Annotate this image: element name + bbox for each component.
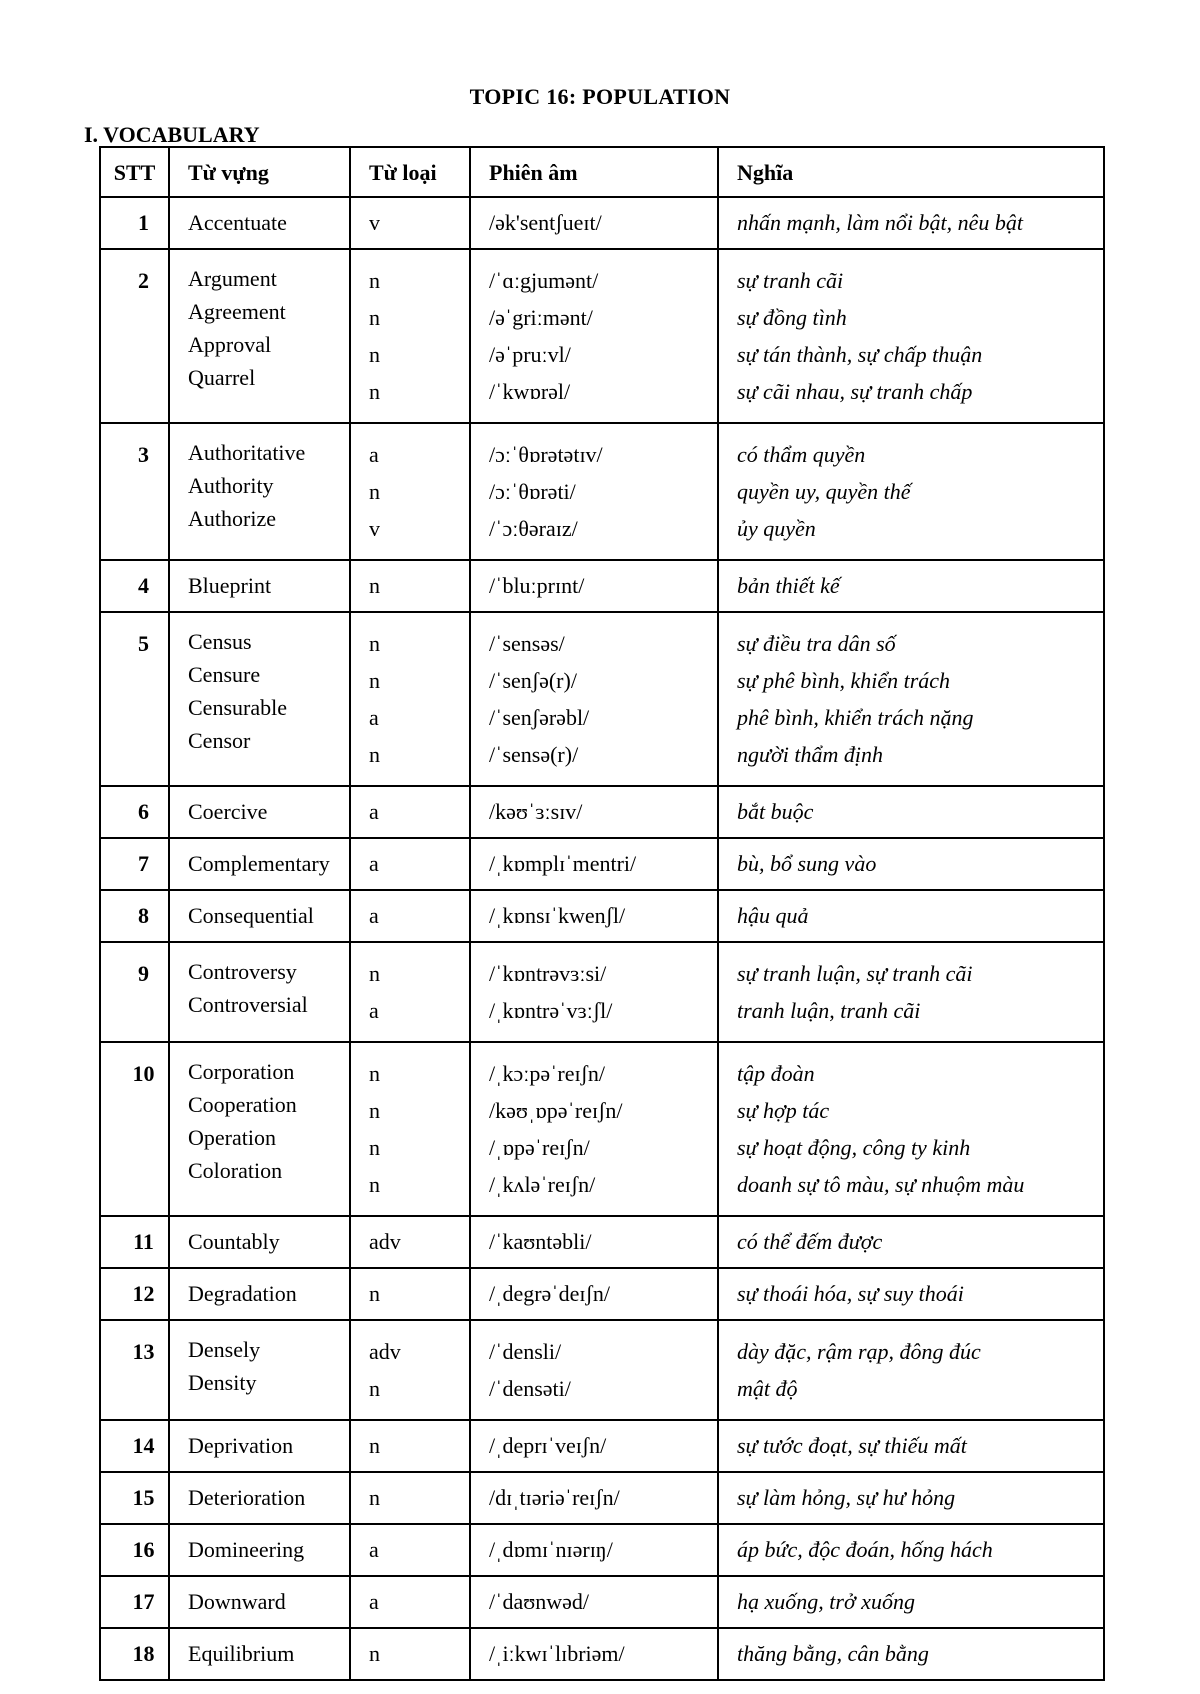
row-number: 5 — [100, 612, 169, 786]
phonetic: /ˌdeprɪˈveɪʃn/ — [489, 1433, 607, 1458]
phonetic: /ˈdaʊnwəd/ — [489, 1589, 590, 1614]
row-number: 10 — [100, 1042, 169, 1216]
meaning: hạ xuống, trở xuống — [737, 1589, 915, 1614]
vocab-word-cell — [169, 560, 350, 612]
part-of-speech-cell — [350, 1268, 470, 1320]
meaning: hậu quả — [737, 903, 809, 928]
part-of-speech: a — [369, 851, 379, 876]
phonetic: /ˌdɒmɪˈnɪərɪŋ/ — [489, 1537, 613, 1562]
vocab-word: Cooperation — [188, 1092, 297, 1117]
part-of-speech-cell — [350, 1216, 470, 1268]
phonetic: /ˈsensə(r)/ — [489, 742, 579, 767]
meaning-cell — [718, 249, 1104, 423]
part-of-speech-cell — [350, 838, 470, 890]
part-of-speech-cell — [350, 560, 470, 612]
row-number: 17 — [100, 1576, 169, 1628]
meaning: nhấn mạnh, làm nổi bật, nêu bật — [737, 210, 1023, 235]
vocab-word: Authority — [188, 473, 274, 498]
meaning-cell — [718, 1320, 1104, 1420]
vocab-word: Operation — [188, 1125, 276, 1150]
part-of-speech: n — [369, 1376, 380, 1401]
part-of-speech: n — [369, 668, 380, 693]
phonetic: /dɪˌtɪəriəˈreɪʃn/ — [489, 1485, 620, 1510]
part-of-speech-cell — [350, 1628, 470, 1680]
part-of-speech-cell — [350, 1576, 470, 1628]
part-of-speech: n — [369, 305, 380, 330]
meaning-cell — [718, 1628, 1104, 1680]
phonetic-cell — [470, 942, 718, 1042]
phonetic: /ˌkɔːpəˈreɪʃn/ — [489, 1061, 606, 1086]
table-row — [100, 890, 1104, 942]
table-row — [100, 423, 1104, 560]
row-number: 6 — [100, 786, 169, 838]
part-of-speech: n — [369, 268, 380, 293]
phonetic: /ək'sentʃueɪt/ — [489, 210, 602, 235]
meaning: tranh luận, tranh cãi — [737, 998, 921, 1023]
meaning-cell — [718, 197, 1104, 249]
phonetic-cell — [470, 1628, 718, 1680]
meaning-cell — [718, 1472, 1104, 1524]
header-phonetic: Phiên âm — [470, 147, 718, 197]
meaning: bù, bổ sung vào — [737, 851, 877, 876]
phonetic: /ɔːˈθɒrətətɪv/ — [489, 442, 603, 467]
part-of-speech-cell — [350, 890, 470, 942]
part-of-speech: n — [369, 1098, 380, 1123]
phonetic-cell — [470, 560, 718, 612]
row-number: 8 — [100, 890, 169, 942]
meaning-cell — [718, 1268, 1104, 1320]
page-title: TOPIC 16: POPULATION — [469, 84, 731, 109]
phonetic: /ˈkwɒrəl/ — [489, 379, 571, 404]
part-of-speech-cell — [350, 423, 470, 560]
meaning: sự tranh cãi — [737, 268, 844, 293]
meaning: sự cãi nhau, sự tranh chấp — [737, 379, 973, 404]
vocab-word: Equilibrium — [188, 1641, 295, 1666]
vocab-word: Coloration — [188, 1158, 283, 1183]
phonetic: /ˌkɒmplɪˈmentri/ — [489, 851, 637, 876]
vocab-word-cell — [169, 249, 350, 423]
part-of-speech: v — [369, 516, 380, 541]
vocab-word: Authoritative — [188, 440, 306, 465]
table-row — [100, 942, 1104, 1042]
row-number: 12 — [100, 1268, 169, 1320]
meaning: có thể đếm được — [737, 1229, 883, 1254]
vocab-word-cell — [169, 612, 350, 786]
part-of-speech-cell — [350, 1420, 470, 1472]
meaning: mật độ — [737, 1376, 798, 1401]
meaning-cell — [718, 423, 1104, 560]
part-of-speech: n — [369, 479, 380, 504]
part-of-speech: n — [369, 1485, 380, 1510]
section-heading: I. VOCABULARY — [84, 122, 260, 147]
table-row — [100, 560, 1104, 612]
table-row — [100, 1420, 1104, 1472]
header-stt: STT — [100, 147, 169, 197]
table-row — [100, 1524, 1104, 1576]
vocab-word-cell — [169, 1524, 350, 1576]
phonetic-cell — [470, 1042, 718, 1216]
vocab-word-cell — [169, 423, 350, 560]
vocab-word: Controversy — [188, 959, 297, 984]
header-pos: Từ loại — [350, 147, 470, 197]
meaning-cell — [718, 942, 1104, 1042]
meaning-cell — [718, 560, 1104, 612]
meaning: quyền uy, quyền thế — [737, 479, 911, 504]
vocab-word: Approval — [188, 332, 272, 357]
vocab-word-cell — [169, 1320, 350, 1420]
vocab-word: Degradation — [188, 1281, 297, 1306]
part-of-speech: a — [369, 799, 379, 824]
meaning: phê bình, khiển trách nặng — [737, 705, 974, 730]
vocab-word: Domineering — [188, 1537, 305, 1562]
row-number: 2 — [100, 249, 169, 423]
vocab-word: Authorize — [188, 506, 276, 531]
header-word: Từ vựng — [169, 147, 350, 197]
vocab-word: Countably — [188, 1229, 280, 1254]
vocabulary-table — [99, 146, 1105, 1681]
meaning-cell — [718, 1042, 1104, 1216]
part-of-speech: n — [369, 379, 380, 404]
meaning: sự phê bình, khiển trách — [737, 668, 951, 693]
meaning: sự tước đoạt, sự thiếu mất — [737, 1433, 967, 1458]
phonetic-cell — [470, 1320, 718, 1420]
table-header-row — [100, 147, 1104, 197]
meaning-cell — [718, 1576, 1104, 1628]
row-number: 14 — [100, 1420, 169, 1472]
meaning: sự đồng tình — [737, 305, 847, 330]
meaning: sự tranh luận, sự tranh cãi — [737, 961, 973, 986]
meaning: sự tán thành, sự chấp thuận — [737, 342, 983, 367]
table-row — [100, 1042, 1104, 1216]
part-of-speech: adv — [369, 1339, 401, 1364]
part-of-speech: n — [369, 1641, 380, 1666]
vocab-word: Downward — [188, 1589, 286, 1614]
vocab-word-cell — [169, 786, 350, 838]
phonetic-cell — [470, 612, 718, 786]
vocab-word-cell — [169, 890, 350, 942]
part-of-speech: n — [369, 961, 380, 986]
part-of-speech-cell — [350, 197, 470, 249]
part-of-speech: n — [369, 1135, 380, 1160]
phonetic-cell — [470, 1420, 718, 1472]
phonetic: /ˈɑːgjumənt/ — [489, 268, 599, 293]
vocab-word-cell — [169, 942, 350, 1042]
row-number: 7 — [100, 838, 169, 890]
table-row — [100, 612, 1104, 786]
meaning: người thẩm định — [737, 742, 883, 767]
row-number: 16 — [100, 1524, 169, 1576]
vocab-word-cell — [169, 197, 350, 249]
part-of-speech-cell — [350, 249, 470, 423]
row-number: 1 — [100, 197, 169, 249]
part-of-speech-cell — [350, 1320, 470, 1420]
vocab-word: Coercive — [188, 799, 268, 824]
vocab-word-cell — [169, 1628, 350, 1680]
phonetic-cell — [470, 786, 718, 838]
phonetic-cell — [470, 1524, 718, 1576]
phonetic: /ˌiːkwɪˈlɪbriəm/ — [489, 1641, 625, 1666]
part-of-speech: n — [369, 1281, 380, 1306]
part-of-speech: n — [369, 573, 380, 598]
part-of-speech: a — [369, 1537, 379, 1562]
part-of-speech-cell — [350, 786, 470, 838]
part-of-speech: n — [369, 1172, 380, 1197]
vocab-word: Census — [188, 629, 252, 654]
vocab-word: Quarrel — [188, 365, 256, 390]
phonetic: /ˈɔːθəraɪz/ — [489, 516, 578, 541]
table-row — [100, 1472, 1104, 1524]
vocab-word: Accentuate — [188, 210, 287, 235]
vocab-word: Agreement — [188, 299, 286, 324]
meaning-cell — [718, 890, 1104, 942]
phonetic-cell — [470, 1472, 718, 1524]
table-row — [100, 786, 1104, 838]
vocab-word-cell — [169, 1576, 350, 1628]
row-number: 11 — [100, 1216, 169, 1268]
vocab-word: Complementary — [188, 851, 330, 876]
phonetic-cell — [470, 838, 718, 890]
meaning: bắt buộc — [737, 799, 814, 824]
phonetic: /ˈbluːprɪnt/ — [489, 573, 585, 598]
vocab-word: Censure — [188, 662, 261, 687]
part-of-speech-cell — [350, 1524, 470, 1576]
meaning: sự hoạt động, công ty kinh — [737, 1135, 971, 1160]
phonetic: /ˌɒpəˈreɪʃn/ — [489, 1135, 590, 1160]
meaning: tập đoàn — [737, 1061, 815, 1086]
part-of-speech: n — [369, 1061, 380, 1086]
phonetic: /kəʊˌɒpəˈreɪʃn/ — [489, 1098, 623, 1123]
table-row — [100, 1628, 1104, 1680]
vocab-word: Corporation — [188, 1059, 295, 1084]
phonetic-cell — [470, 1216, 718, 1268]
part-of-speech-cell — [350, 1042, 470, 1216]
vocab-word: Censor — [188, 728, 251, 753]
vocab-word: Deterioration — [188, 1485, 306, 1510]
phonetic: /ˈsensəs/ — [489, 631, 565, 656]
vocab-word: Argument — [188, 266, 277, 291]
part-of-speech: n — [369, 742, 380, 767]
phonetic: /əˈpruːvl/ — [489, 342, 571, 367]
meaning-cell — [718, 786, 1104, 838]
phonetic-cell — [470, 423, 718, 560]
table-row — [100, 249, 1104, 423]
meaning-cell — [718, 1420, 1104, 1472]
phonetic: /ˌkʌləˈreɪʃn/ — [489, 1172, 596, 1197]
vocab-word: Deprivation — [188, 1433, 294, 1458]
meaning-cell — [718, 1216, 1104, 1268]
part-of-speech: a — [369, 1589, 379, 1614]
row-number: 4 — [100, 560, 169, 612]
header-meaning: Nghĩa — [718, 147, 1104, 197]
phonetic: /ˈdensəti/ — [489, 1376, 571, 1401]
meaning-cell — [718, 612, 1104, 786]
phonetic: /ˈkɒntrəvɜːsi/ — [489, 961, 607, 986]
table-row — [100, 1320, 1104, 1420]
row-number: 18 — [100, 1628, 169, 1680]
meaning: doanh sự tô màu, sự nhuộm màu — [737, 1172, 1025, 1197]
vocab-word-cell — [169, 1042, 350, 1216]
part-of-speech: adv — [369, 1229, 401, 1254]
table-row — [100, 1268, 1104, 1320]
meaning-cell — [718, 1524, 1104, 1576]
meaning: sự làm hỏng, sự hư hỏng — [737, 1485, 956, 1510]
meaning: có thẩm quyền — [737, 442, 866, 467]
meaning: áp bức, độc đoán, hống hách — [737, 1537, 993, 1562]
vocab-word: Consequential — [188, 903, 314, 928]
vocab-word-cell — [169, 1472, 350, 1524]
meaning: ủy quyền — [737, 516, 816, 541]
row-number: 13 — [100, 1320, 169, 1420]
phonetic: /ˈdensli/ — [489, 1339, 562, 1364]
vocab-word-cell — [169, 838, 350, 890]
part-of-speech: n — [369, 1433, 380, 1458]
phonetic: /ˌdegrəˈdeɪʃn/ — [489, 1281, 610, 1306]
phonetic-cell — [470, 1268, 718, 1320]
meaning: sự hợp tác — [737, 1098, 830, 1123]
phonetic-cell — [470, 249, 718, 423]
vocab-word: Censurable — [188, 695, 287, 720]
phonetic: /ˌkɒntrəˈvɜːʃl/ — [489, 998, 613, 1023]
meaning: sự điều tra dân số — [737, 631, 896, 656]
vocab-word: Blueprint — [188, 573, 272, 598]
phonetic-cell — [470, 197, 718, 249]
meaning: bản thiết kế — [737, 573, 840, 598]
part-of-speech: n — [369, 631, 380, 656]
vocab-word-cell — [169, 1268, 350, 1320]
part-of-speech-cell — [350, 612, 470, 786]
part-of-speech-cell — [350, 942, 470, 1042]
part-of-speech: a — [369, 903, 379, 928]
vocab-word-cell — [169, 1216, 350, 1268]
phonetic-cell — [470, 1576, 718, 1628]
phonetic: /kəʊˈɜːsɪv/ — [489, 799, 583, 824]
table-row — [100, 1576, 1104, 1628]
part-of-speech: v — [369, 210, 380, 235]
table-row — [100, 838, 1104, 890]
part-of-speech: n — [369, 342, 380, 367]
vocab-word: Density — [188, 1370, 257, 1395]
table-row — [100, 197, 1104, 249]
phonetic: /ˌkɒnsɪˈkwenʃl/ — [489, 903, 626, 928]
meaning: thăng bằng, cân bằng — [737, 1641, 929, 1666]
phonetic: /ˈsenʃə(r)/ — [489, 668, 577, 693]
part-of-speech: a — [369, 442, 379, 467]
part-of-speech: a — [369, 998, 379, 1023]
vocab-word-cell — [169, 1420, 350, 1472]
table-row — [100, 1216, 1104, 1268]
phonetic: /əˈgriːmənt/ — [489, 305, 593, 330]
phonetic: /ˈkaʊntəbli/ — [489, 1229, 592, 1254]
row-number: 3 — [100, 423, 169, 560]
meaning: sự thoái hóa, sự suy thoái — [737, 1281, 964, 1306]
meaning-cell — [718, 838, 1104, 890]
part-of-speech: a — [369, 705, 379, 730]
phonetic-cell — [470, 890, 718, 942]
phonetic: /ˈsenʃərəbl/ — [489, 705, 590, 730]
part-of-speech-cell — [350, 1472, 470, 1524]
row-number: 15 — [100, 1472, 169, 1524]
row-number: 9 — [100, 942, 169, 1042]
meaning: dày đặc, rậm rạp, đông đúc — [737, 1339, 981, 1364]
phonetic: /ɔːˈθɒrəti/ — [489, 479, 576, 504]
vocab-word: Densely — [188, 1337, 261, 1362]
vocab-word: Controversial — [188, 992, 308, 1017]
